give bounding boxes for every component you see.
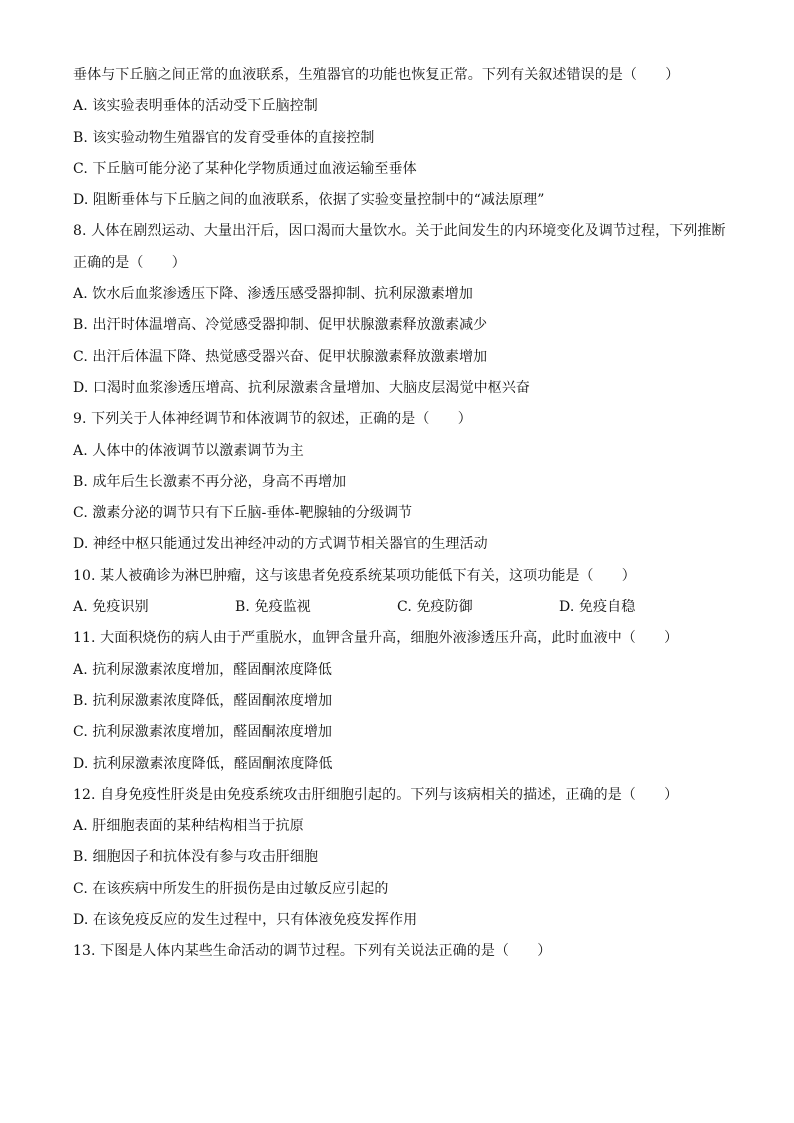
q8-option-d: D. 口渴时血浆渗透压增高、抗利尿激素含量增加、大脑皮层渴觉中枢兴奋 — [73, 379, 531, 396]
q9-option-a: A. 人体中的体液调节以激素调节为主 — [73, 442, 304, 459]
q7-option-d: D. 阻断垂体与下丘脑之间的血液联系，依据了实验变量控制中的“减法原理” — [73, 192, 545, 209]
q7-continuation: 垂体与下丘脑之间正常的血液联系，生殖器官的功能也恢复正常。下列有关叙述错误的是（ ） — [73, 67, 680, 83]
exam-page — [73, 60, 733, 968]
q8-option-c: C. 出汗后体温下降、热觉感受器兴奋、促甲状腺激素释放激素增加 — [73, 348, 488, 365]
q8-option-a: A. 饮水后血浆渗透压下降、渗透压感受器抑制、抗利尿激素增加 — [73, 286, 474, 303]
q9-option-c: C. 激素分泌的调节只有下丘脑-垂体-靶腺轴的分级调节 — [73, 505, 413, 522]
q11-option-a: A. 抗利尿激素浓度增加，醛固酮浓度降低 — [73, 661, 333, 678]
q12-option-a: A. 肝细胞表面的某种结构相当于抗原 — [73, 818, 304, 835]
q10-stem: 10. 某人被确诊为淋巴肿瘤，这与该患者免疫系统某项功能低下有关，这项功能是（ ） — [73, 567, 636, 584]
q10-options — [73, 592, 733, 623]
q8-option-b: B. 出汗时体温增高、冷觉感受器抑制、促甲状腺激素释放激素减少 — [73, 317, 488, 334]
q7-option-b: B. 该实验动物生殖器官的发育受垂体的直接控制 — [73, 129, 375, 146]
q11-option-c: C. 抗利尿激素浓度增加，醛固酮浓度增加 — [73, 724, 333, 741]
q11-option-d: D. 抗利尿激素浓度降低，醛固酮浓度降低 — [73, 755, 333, 772]
q12-stem: 12. 自身免疫性肝炎是由免疫系统攻击肝细胞引起的。下列与该病相关的描述，正确的是（ ） — [73, 786, 679, 803]
q10-option-d: D. 免疫自稳 — [559, 599, 636, 616]
q7-option-c: C. 下丘脑可能分泌了某种化学物质通过血液运输至垂体 — [73, 160, 417, 177]
q10-option-c: C. 免疫防御 — [397, 599, 473, 616]
q12-option-d: D. 在该免疫反应的发生过程中，只有体液免疫发挥作用 — [73, 912, 418, 929]
q10-option-b: B. 免疫监视 — [235, 599, 311, 616]
q7-option-a: A. 该实验表明垂体的活动受下丘脑控制 — [73, 98, 318, 115]
q10-option-a: A. 免疫识别 — [73, 599, 149, 616]
q12-option-c: C. 在该疾病中所发生的肝损伤是由过敏反应引起的 — [73, 880, 389, 897]
q12-option-b: B. 细胞因子和抗体没有参与攻击肝细胞 — [73, 849, 319, 866]
q13-stem: 13. 下图是人体内某些生命活动的调节过程。下列有关说法正确的是（ ） — [73, 943, 552, 960]
q9-stem: 9. 下列关于人体神经调节和体液调节的叙述，正确的是（ ） — [73, 411, 472, 428]
q9-option-d: D. 神经中枢只能通过发出神经冲动的方式调节相关器官的生理活动 — [73, 536, 488, 553]
q9-option-b: B. 成年后生长激素不再分泌，身高不再增加 — [73, 473, 347, 490]
q11-option-b: B. 抗利尿激素浓度降低，醛固酮浓度增加 — [73, 692, 333, 709]
q8-stem: 8. 人体在剧烈运动、大量出汗后，因口渴而大量饮水。关于此间发生的内环境变化及调节过程，下列推断 — [73, 223, 726, 240]
q11-stem: 11. 大面积烧伤的病人由于严重脱水，血钾含量升高，细胞外液渗透压升高，此时血液中（ ） — [73, 630, 679, 647]
q8-stem-cont: 正确的是（ ） — [73, 254, 186, 271]
